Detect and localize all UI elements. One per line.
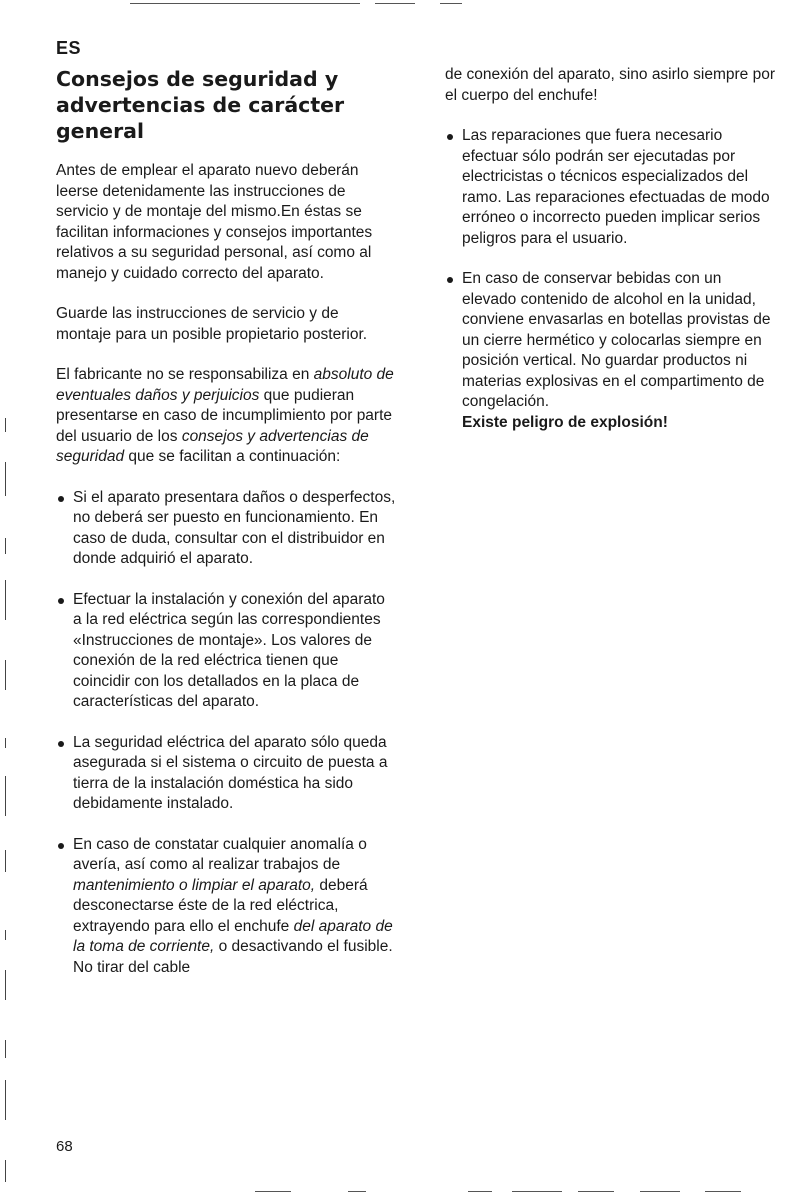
list-item-grounding: La seguridad eléctrica del aparato sólo queda asegurada si el sistema o circuito de puesta a tierra de la instalación doméstica ha sido debidamente instalado. xyxy=(56,733,396,815)
safety-list-right xyxy=(445,126,775,433)
edge-mark xyxy=(5,776,6,816)
liability-emphasis: absoluto de eventuales daños y perjuicios xyxy=(56,366,394,404)
explosion-warning: Existe peligro de explosión! xyxy=(462,413,668,431)
list-item-disconnect xyxy=(56,835,396,979)
disconnect-emphasis: del aparato de la toma de corriente, xyxy=(73,917,393,955)
top-scan-rule xyxy=(375,3,415,4)
disconnect-text: En caso de constatar cualquier anomalía o avería, así como al realizar trabajos de xyxy=(73,835,367,873)
disconnect-text: deberá desconectarse éste de la red eléctrica, extrayendo para ello el enchufe xyxy=(73,876,368,935)
liability-text: que pudieran presentarse en caso de incumplimiento por parte del usuario de los xyxy=(56,386,393,445)
edge-mark xyxy=(5,538,6,554)
edge-mark xyxy=(5,850,6,872)
bottom-scan-rule xyxy=(348,1191,366,1192)
top-scan-rule xyxy=(130,3,360,4)
bottom-scan-rule xyxy=(512,1191,562,1192)
page-title: Consejos de seguridad y advertencias de carácter general xyxy=(56,67,345,143)
left-column xyxy=(56,161,396,978)
liability-paragraph xyxy=(56,365,396,468)
edge-mark xyxy=(5,462,6,496)
liability-text: El fabricante no se responsabiliza en xyxy=(56,366,314,383)
edge-mark xyxy=(5,970,6,1000)
edge-mark xyxy=(5,1040,6,1058)
list-item-repairs: Las reparaciones que fuera necesario efectuar sólo podrán ser ejecutadas por electricistas o técnicos especializados del ramo. Las reparaciones efectuadas de modo erróneo o incorrecto pueden implicar serios peligros para el usuario. xyxy=(445,126,775,249)
disconnect-text: o desactivando el fusible. No tirar del cable xyxy=(73,938,393,976)
edge-mark xyxy=(5,580,6,620)
liability-emphasis: consejos y advertencias de seguridad xyxy=(56,427,369,465)
bottom-scan-rule xyxy=(578,1191,614,1192)
list-item-alcohol xyxy=(445,269,775,433)
alcohol-text: En caso de conservar bebidas con un elevado contenido de alcohol en la unidad, conviene envasarlas en botellas provistas de un cierre hermético y colocarlas siempre en posición vertical. No guardar productos ni materias explosivas en el compartimento de congelación. xyxy=(462,270,771,410)
edge-mark xyxy=(5,418,6,432)
right-column xyxy=(445,65,775,433)
edge-mark xyxy=(5,660,6,690)
list-item-damage: Si el aparato presentara daños o desperfectos, no deberá ser puesto en funcionamiento. En caso de duda, consultar con el distribuidor en donde adquirió el aparato. xyxy=(56,488,396,570)
keep-instructions-paragraph: Guarde las instrucciones de servicio y de montaje para un posible propietario posterior. xyxy=(56,305,368,343)
edge-mark xyxy=(5,738,6,748)
bottom-scan-rule xyxy=(255,1191,291,1192)
edge-mark xyxy=(5,1160,6,1182)
language-tag: ES xyxy=(56,38,82,58)
safety-list-left xyxy=(56,488,396,979)
bottom-scan-rule xyxy=(468,1191,492,1192)
list-item-installation: Efectuar la instalación y conexión del aparato a la red eléctrica según las correspondientes «Instrucciones de montaje». Los valores de conexión de la red eléctrica tienen que coincidir con los detallados en la placa de características del aparato. xyxy=(56,590,396,713)
page-number: 68 xyxy=(56,1138,73,1155)
bottom-scan-rule xyxy=(640,1191,680,1192)
continuation-paragraph: de conexión del aparato, sino asirlo siempre por el cuerpo del enchufe! xyxy=(445,66,775,104)
bottom-scan-rule xyxy=(705,1191,741,1192)
edge-mark xyxy=(5,1080,6,1120)
liability-text: que se facilitan a continuación: xyxy=(124,448,341,465)
edge-mark xyxy=(5,930,6,940)
disconnect-emphasis: mantenimiento o limpiar el aparato, xyxy=(73,876,316,894)
intro-paragraph: Antes de emplear el aparato nuevo deberán leerse detenidamente las instrucciones de servicio y de montaje del mismo.En éstas se facilitan informaciones y consejos importantes relativos a su seguridad personal, así como al manejo y cuidado correcto del aparato. xyxy=(56,162,373,282)
top-scan-rule xyxy=(440,3,462,4)
